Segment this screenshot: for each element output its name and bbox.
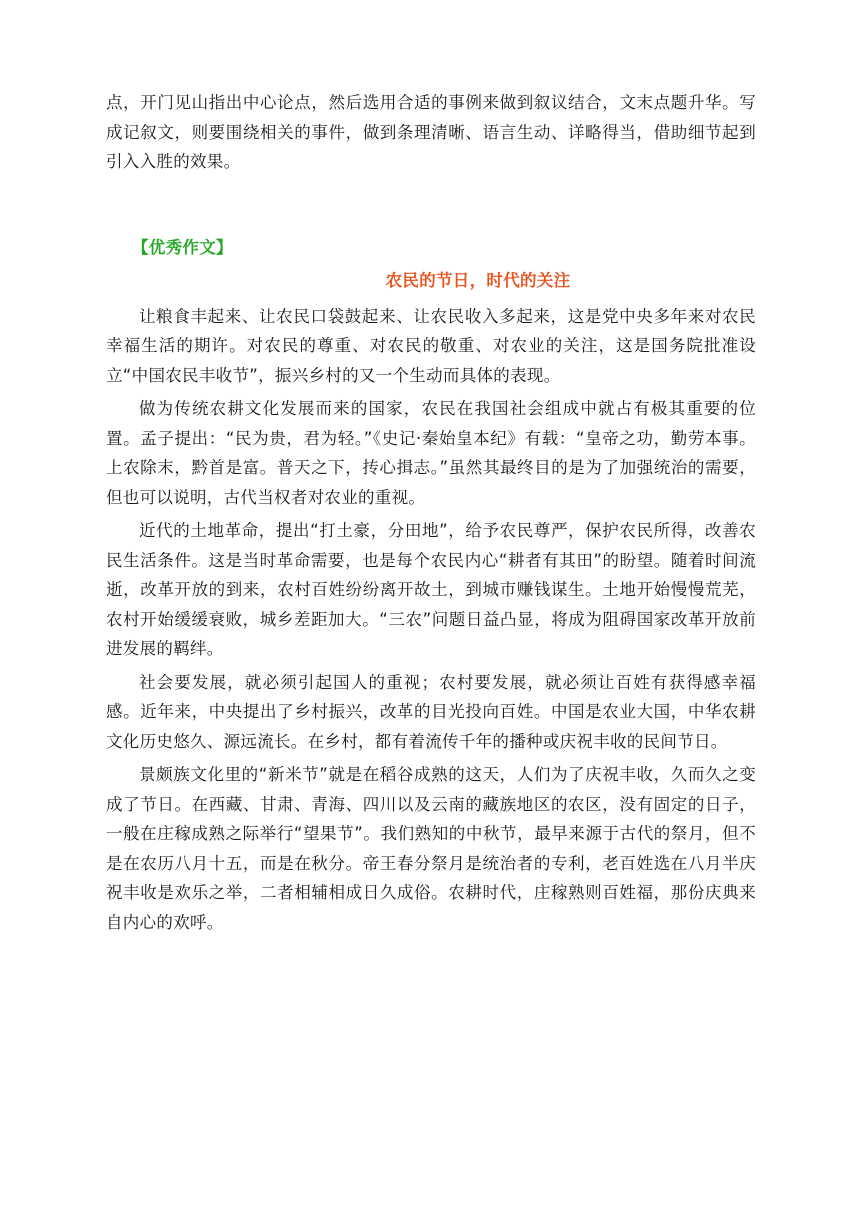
essay-paragraph-4: 社会要发展，就必须引起国人的重视；农村要发展，就必须让百姓有获得感幸福感。近年来，中央提出了乡村振兴，改革的目光投向百姓。中国是农业大国，中华农耕文化历史悠久、源远流长。在乡村，都有着流传千年的播种或庆祝丰收的民间节日。: [106, 672, 756, 751]
document-page: [106, 0, 756, 937]
essay-paragraph-2: 做为传统农耕文化发展而来的国家，农民在我国社会组成中就占有极其重要的位置。孟子提出：“民为贵，君为轻。”《史记·秦始皇本纪》有载：“皇帝之功，勤劳本事。上农除末，黔首是富。普天之下，抟心揖志。”虽然其最终目的是为了加强统治的需要，但也可以说明，古代当权者对农业的重视。: [106, 399, 756, 507]
section-label: 【优秀作文】: [132, 237, 233, 257]
essay-paragraph-5: 景颇族文化里的“新米节”就是在稻谷成熟的这天，人们为了庆祝丰收，久而久之变成了节日。在西藏、甘肃、青海、四川以及云南的藏族地区的农区，没有固定的日子，一般在庄稼成熟之际举行“望果节”。我们熟知的中秋节，最早来源于古代的祭月，但不是在农历八月十五，而是在秋分。帝王春分祭月是统治者的专利，老百姓选在八月半庆祝丰收是欢乐之举，二者相辅相成日久成俗。农耕时代，庄稼熟则百姓福，那份庆典来自内心的欢呼。: [106, 765, 756, 932]
essay-paragraph-1: 让粮食丰起来、让农民口袋鼓起来、让农民收入多起来，这是党中央多年来对农民幸福生活的期许。对农民的尊重、对农民的敬重、对农业的关注，这是国务院批准设立“中国农民丰收节”，振兴乡村的又一个生动而具体的表现。: [106, 306, 756, 385]
intro-paragraph: 点，开门见山指出中心论点，然后选用合适的事例来做到叙议结合，文末点题升华。写成记叙文，则要围绕相关的事件，做到条理清晰、语言生动、详略得当，借助细节起到引入入胜的效果。: [106, 93, 756, 171]
essay-paragraph-3: 近代的土地革命，提出“打土豪，分田地”，给予农民尊严，保护农民所得，改善农民生活条件。这是当时革命需要，也是每个农民内心“耕者有其田”的盼望。随着时间流逝，改革开放的到来，农村百姓纷纷离开故土，到城市赚钱谋生。土地开始慢慢荒芜，农村开始缓缓衰败，城乡差距加大。“三农”问题日益凸显，将成为阻碍国家改革开放前进发展的羁绊。: [106, 521, 756, 658]
essay-title: 农民的节日，时代的关注: [385, 271, 571, 290]
